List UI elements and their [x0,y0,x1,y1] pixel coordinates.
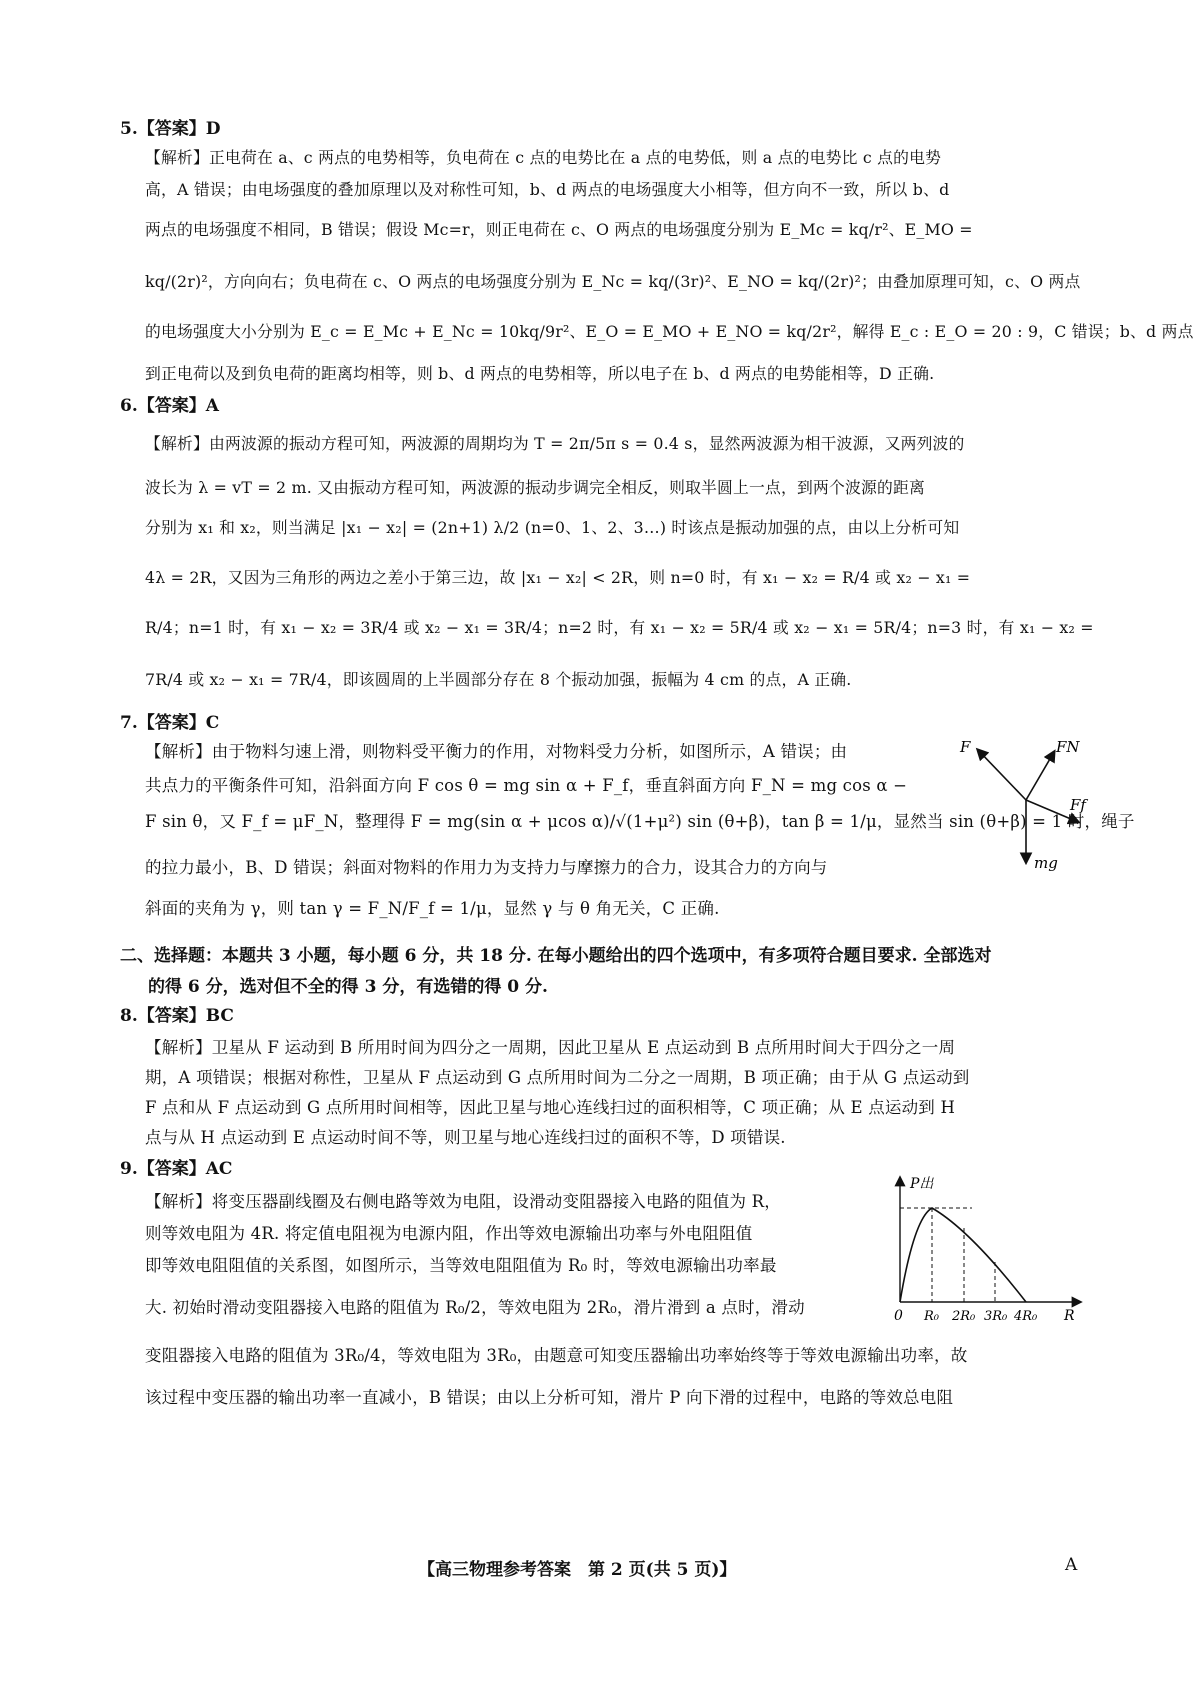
q9-line-1: 【解析】将变压器副线圈及右侧电路等效为电阻，设滑动变阻器接入电路的阻值为 R， [145,1192,781,1211]
q7-line-4: 的拉力最小，B、D 错误；斜面对物料的作用力为支持力与摩擦力的合力，设其合力的方向与 [145,858,828,877]
tick-2r0: 2R₀ [952,1309,976,1324]
force-fn-arrow [1026,752,1054,800]
force-f-arrow [978,750,1026,800]
q5-line-4: kq/(2r)²，方向向右；负电荷在 c、O 两点的电场强度分别为 E_Nc = kq/(3r)²、E_NO = kq/(2r)²；由叠加原理可知，c、O 两点 [145,272,1081,291]
q9-line-5: 变阻器接入电路的阻值为 3R₀/4，等效电阻为 3R₀，由题意可知变压器输出功率始终等于等效电源输出功率，故 [145,1346,968,1365]
tick-3r0: 3R₀ [984,1309,1008,1324]
q9-line-3: 即等效电阻阻值的关系图，如图所示，当等效电阻阻值为 R₀ 时，等效电源输出功率最 [145,1256,777,1275]
q5-line-6: 到正电荷以及到负电荷的距离均相等，则 b、d 两点的电势相等，所以电子在 b、d 两点的电势能相等，D 正确. [145,364,935,383]
q7-answer-head: 7.【答案】C [120,713,220,733]
section2-title-line2: 的得 6 分，选对但不全的得 3 分，有选错的得 0 分. [148,977,548,997]
q5-answer-head: 5.【答案】D [120,119,221,139]
label-fn: FN [1056,738,1080,756]
q6-line-4: 4λ = 2R，又因为三角形的两边之差小于第三边，故 |x₁ − x₂| < 2R，则 n=0 时，有 x₁ − x₂ = R/4 或 x₂ − x₁ = [145,568,971,587]
q6-line-5: R/4；n=1 时，有 x₁ − x₂ = 3R/4 或 x₂ − x₁ = 3R/4；n=2 时，有 x₁ − x₂ = 5R/4 或 x₂ − x₁ = 5R/4；n=3 时，有 x₁ − x₂ = [145,618,1094,637]
q5-line-2: 高，A 错误；由电场强度的叠加原理以及对称性可知，b、d 两点的电场强度大小相等，但方向不一致，所以 b、d [145,180,950,199]
q9-line-4: 大. 初始时滑动变阻器接入电路的阻值为 R₀/2，等效电阻为 2R₀，滑片滑到 a 点时，滑动 [145,1298,805,1317]
label-ff: Ff [1070,796,1086,814]
q6-line-6: 7R/4 或 x₂ − x₁ = 7R/4，即该圆周的上半圆部分存在 8 个振动加强，振幅为 4 cm 的点，A 正确. [145,670,852,689]
q8-line-1: 【解析】卫星从 F 运动到 B 所用时间为四分之一周期，因此卫星从 E 点运动到 B 点所用时间大于四分之一周 [145,1038,956,1057]
power-resistance-graph [880,1168,1096,1332]
version-mark: A [1065,1555,1078,1575]
force-diagram [958,730,1090,880]
section2-title-line1: 二、选择题：本题共 3 小题，每小题 6 分，共 18 分. 在每小题给出的四个选项中，有多项符合题目要求. 全部选对 [120,946,992,966]
q6-answer-head: 6.【答案】A [120,396,219,416]
q8-line-2: 期，A 项错误；根据对称性，卫星从 F 点运动到 G 点所用时间为二分之一周期，B 项正确；由于从 G 点运动到 [145,1068,970,1087]
q9-line-6: 该过程中变压器的输出功率一直减小，B 错误；由以上分析可知，滑片 P 向下滑的过程中，电路的等效总电阻 [145,1388,954,1407]
q8-answer-head: 8.【答案】BC [120,1006,234,1026]
q6-line-2: 波长为 λ = vT = 2 m. 又由振动方程可知，两波源的振动步调完全相反，则取半圆上一点，到两个波源的距离 [145,478,926,497]
q5-line-5: 的电场强度大小分别为 E_c = E_Mc + E_Nc = 10kq/9r²、E_O = E_MO + E_NO = kq/2r²，解得 E_c : E_O = 20 : 9，C 错误；b、d 两点 [145,322,1194,341]
page-footer: 【高三物理参考答案 第 2 页(共 5 页)】 [418,1560,737,1580]
q7-line-3: F sin θ，又 F_f = μF_N，整理得 F = mg(sin α + μcos α)/√(1+μ²) sin (θ+β)，tan β = 1/μ，显然当 sin (θ+β) = 1 时，绳子 [145,812,1135,831]
tick-4r0: 4R₀ [1014,1309,1038,1324]
q7-line-1: 【解析】由于物料匀速上滑，则物料受平衡力的作用，对物料受力分析，如图所示，A 错误；由 [145,742,848,761]
q8-line-3: F 点和从 F 点运动到 G 点所用时间相等，因此卫星与地心连线扫过的面积相等，C 项正确；从 E 点运动到 H [145,1098,956,1117]
y-axis-label: P出 [910,1176,934,1192]
q6-line-1: 【解析】由两波源的振动方程可知，两波源的周期均为 T = 2π/5π s = 0.4 s，显然两波源为相干波源，又两列波的 [145,434,965,453]
power-curve [900,1208,1026,1302]
tick-r0: R₀ [924,1309,939,1324]
q5-line-3: 两点的电场强度不相同，B 错误；假设 Mc=r，则正电荷在 c、O 两点的电场强度分别为 E_Mc = kq/r²、E_MO = [145,220,973,239]
q6-line-3: 分别为 x₁ 和 x₂，则当满足 |x₁ − x₂| = (2n+1) λ/2 (n=0、1、2、3…) 时该点是振动加强的点，由以上分析可知 [145,518,960,537]
x-axis-label: R [1064,1308,1075,1324]
label-f: F [960,738,971,756]
q7-line-2: 共点力的平衡条件可知，沿斜面方向 F cos θ = mg sin α + F_f，垂直斜面方向 F_N = mg cos α − [145,776,908,795]
q9-line-2: 则等效电阻为 4R. 将定值电阻视为电源内阻，作出等效电源输出功率与外电阻阻值 [145,1224,753,1243]
q8-line-4: 点与从 H 点运动到 E 点运动时间不等，则卫星与地心连线扫过的面积不等，D 项错误. [145,1128,786,1147]
q9-answer-head: 9.【答案】AC [120,1159,233,1179]
q5-line-1: 【解析】正电荷在 a、c 两点的电势相等，负电荷在 c 点的电势比在 a 点的电势低，则 a 点的电势比 c 点的电势 [145,148,942,167]
q7-line-5: 斜面的夹角为 γ，则 tan γ = F_N/F_f = 1/μ，显然 γ 与 θ 角无关，C 正确. [145,899,720,918]
origin-label: 0 [894,1308,903,1324]
label-mg: mg [1034,854,1058,872]
